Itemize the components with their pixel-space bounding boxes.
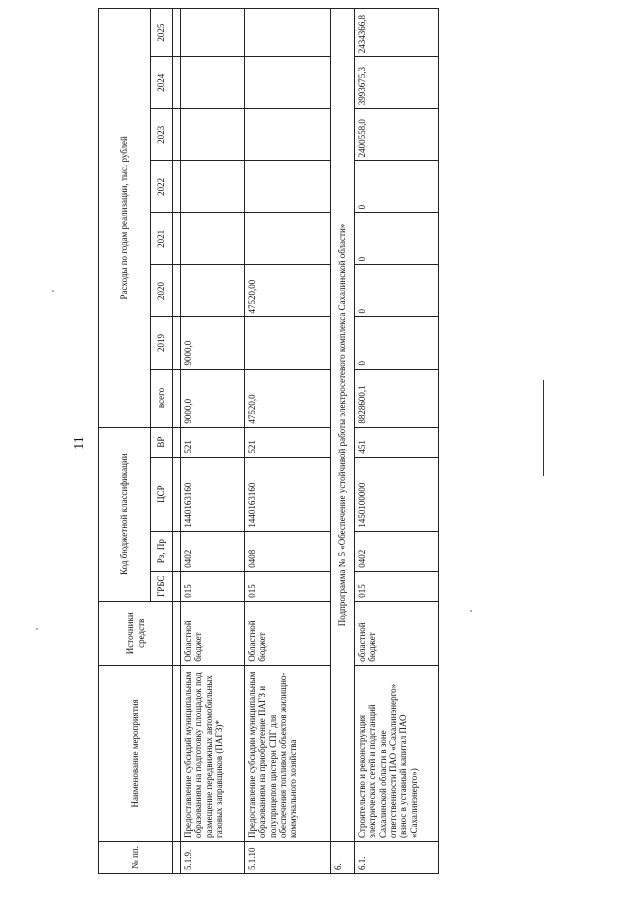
row-num: 5.1.9.	[181, 841, 245, 873]
row-year-value: 9000,0	[181, 317, 245, 369]
row-csr: 1440163160	[181, 457, 245, 531]
row-rz-pr: 0402	[355, 531, 439, 571]
row-year-value	[245, 57, 331, 109]
header-rz-pr: Рз, Пр	[151, 531, 173, 571]
row-year-value: 47520,00	[245, 265, 331, 317]
page-number: 11	[72, 436, 87, 450]
row-name: Предоставление субсидии муниципальным образованиям на приобретение ПАГЗ и полуприцепов цистерн СПГ для обеспечения топливом объектов жилищно-коммунального хозяйства	[245, 665, 331, 841]
row-total: 8828600,1	[355, 369, 439, 427]
header-row	[99, 9, 151, 874]
row-year-value	[245, 109, 331, 161]
header-vr: ВР	[151, 427, 173, 457]
subprogram-row	[331, 9, 355, 874]
header-name: Наименование мероприятия	[99, 665, 173, 841]
subprogram-num: 6.	[331, 841, 355, 873]
row-year-value	[245, 161, 331, 213]
row-year-value	[245, 9, 331, 57]
table-row	[355, 9, 439, 874]
expenses-table	[98, 8, 439, 874]
table-row	[181, 9, 245, 874]
row-year-value	[181, 161, 245, 213]
row-source: областной бюджет	[355, 601, 439, 665]
header-expenses: Расходы по годам реализации, тыс. рублей	[99, 9, 151, 428]
row-rz-pr: 0408	[245, 531, 331, 571]
header-year: 2024	[151, 57, 173, 109]
header-total: всего	[151, 369, 173, 427]
row-source: Областной бюджет	[245, 601, 331, 665]
header-year: 2025	[151, 9, 173, 57]
row-vr: 451	[355, 427, 439, 457]
header-year: 2021	[151, 213, 173, 265]
header-sources: Источники средств	[99, 601, 173, 665]
row-csr: 1440163160	[245, 457, 331, 531]
row-csr: 1450100000	[355, 457, 439, 531]
row-name: Строительство и реконструкция электрических сетей и подстанций Сахалинской области в зоне ответственности ПАО «Сахалинэнерго» (взнос в уставный капитал ПАО «Сахалинэнерго»)	[355, 665, 439, 841]
row-name: Предоставление субсидий муниципальным образованиям на подготовку площадок под размещение передвижных автомобильных газовых заправщиков (ПАГЗ)*	[181, 665, 245, 841]
row-vr: 521	[245, 427, 331, 457]
row-num: 6.1.	[355, 841, 439, 873]
row-year-value	[181, 265, 245, 317]
row-year-value	[181, 109, 245, 161]
row-year-value	[181, 57, 245, 109]
separator-line	[543, 380, 544, 476]
row-rz-pr: 0402	[181, 531, 245, 571]
header-grbs: ГРБС	[151, 571, 173, 601]
header-year: 2023	[151, 109, 173, 161]
row-grbs: 015	[181, 571, 245, 601]
row-year-value	[245, 213, 331, 265]
row-total: 9000,0	[181, 369, 245, 427]
scan-speck	[36, 628, 38, 630]
row-year-value	[181, 213, 245, 265]
header-budget-code: Код бюджетной классификации	[99, 427, 151, 601]
row-year-value: 0	[355, 265, 439, 317]
header-num: № пп.	[99, 841, 173, 873]
rotated-sheet	[98, 8, 438, 874]
scan-speck	[52, 290, 54, 292]
scan-speck	[470, 610, 472, 612]
row-total: 47520,0	[245, 369, 331, 427]
subprogram-title: Подпрограмма № 5 «Обеспечение устойчивой работы электросетевого комплекса Сахалинской области»	[331, 9, 355, 842]
header-year: 2020	[151, 265, 173, 317]
row-vr: 521	[181, 427, 245, 457]
row-year-value: 0	[355, 317, 439, 369]
row-year-value	[181, 9, 245, 57]
row-year-value: 2434366,8	[355, 9, 439, 57]
row-grbs: 015	[355, 571, 439, 601]
spacer-row	[173, 9, 181, 874]
row-year-value: 2400558,0	[355, 109, 439, 161]
row-year-value: 0	[355, 213, 439, 265]
row-num: 5.1.10	[245, 841, 331, 873]
header-year: 2019	[151, 317, 173, 369]
header-year: 2022	[151, 161, 173, 213]
row-year-value: 3993675,3	[355, 57, 439, 109]
row-year-value: 0	[355, 161, 439, 213]
row-year-value	[245, 317, 331, 369]
header-csr: ЦСР	[151, 457, 173, 531]
row-source: Областной бюджет	[181, 601, 245, 665]
table-row	[245, 9, 331, 874]
row-grbs: 015	[245, 571, 331, 601]
